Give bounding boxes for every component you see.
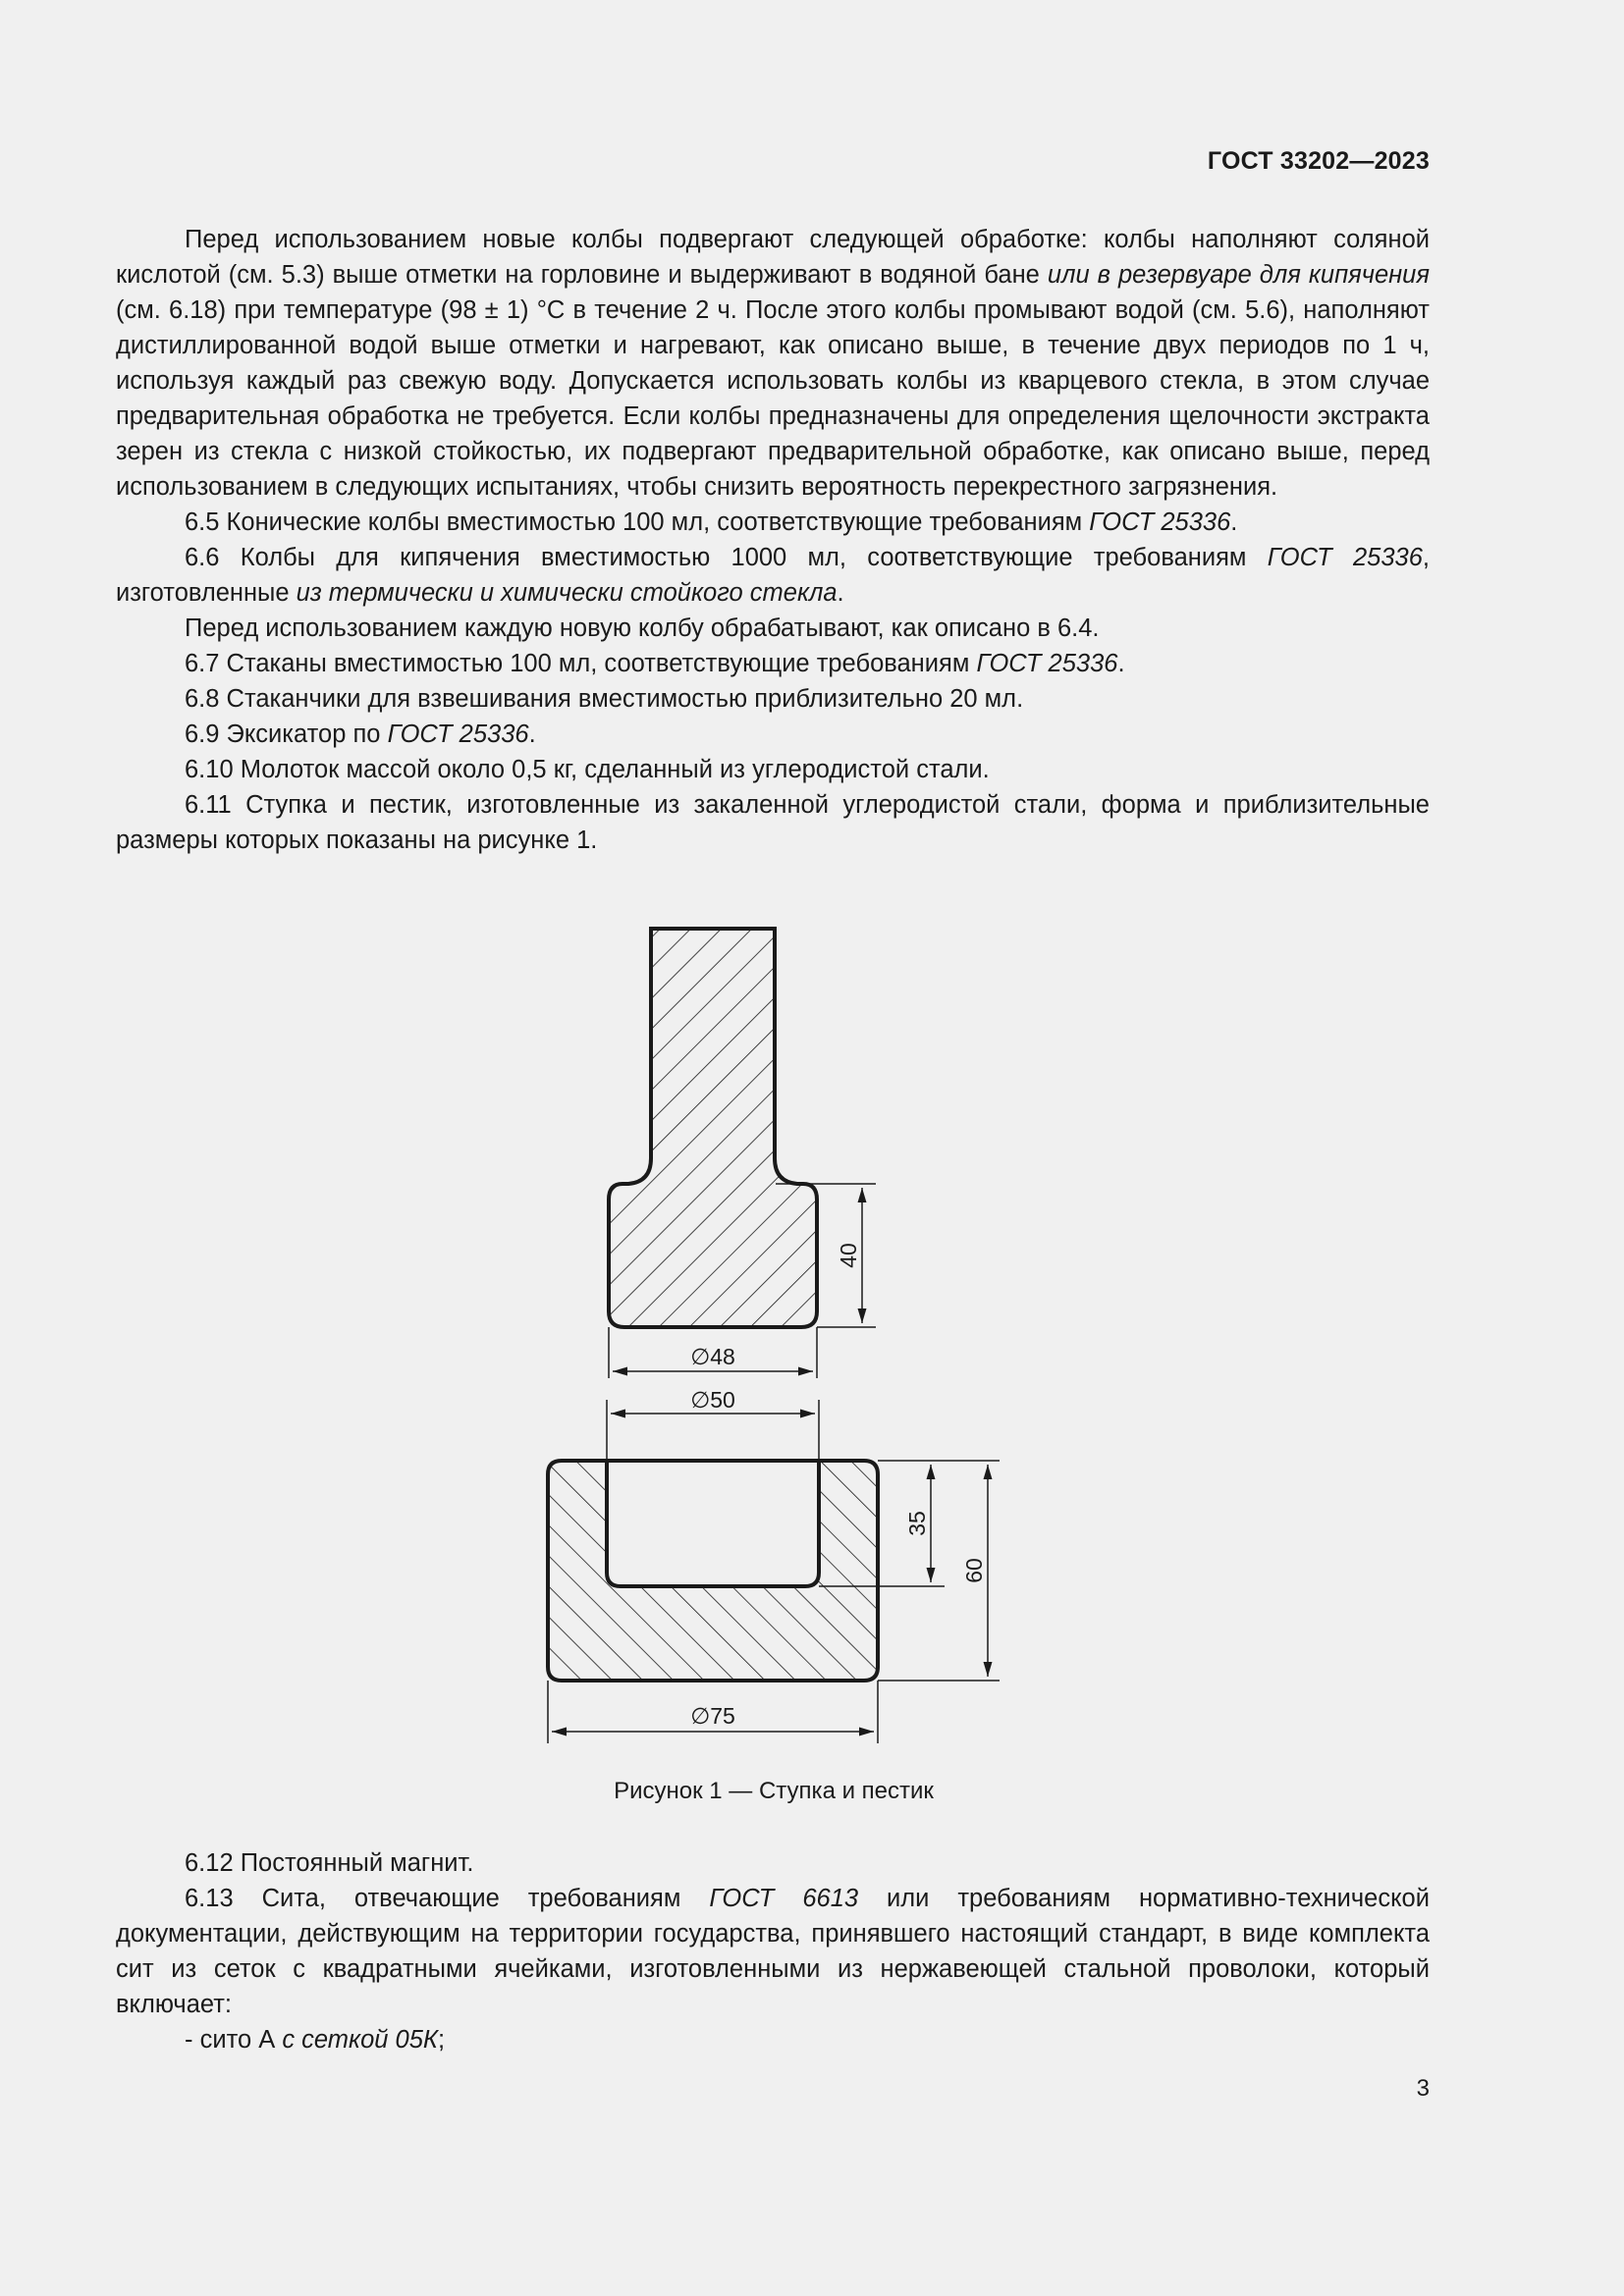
- bottom-paragraph: [116, 2022, 1430, 2057]
- italic-text-run: ГОСТ 25336: [387, 721, 529, 748]
- text-run: 6.13 Сита, отвечающие требованиям: [185, 1885, 710, 1912]
- text-run: , изготовленные: [116, 544, 1431, 607]
- pestle-drawing: [609, 929, 876, 1378]
- pestle-body: [609, 929, 817, 1327]
- text-run: 6.7 Стаканы вместимостью 100 мл, соответствующие требованиям: [185, 650, 977, 677]
- mortar-depth-label: 35: [904, 1511, 930, 1536]
- top-text-block: [116, 222, 1430, 858]
- text-run: или требованиям нормативно-технической документации, действующим на территории государства, принявшего настоящий стандарт, в виде комплекта сит из сеток с квадратными ячейками, изготовленными из нержавеющей стальной проволоки, который включает:: [116, 1885, 1430, 2018]
- text-run: ;: [437, 2026, 446, 2054]
- text-run: 6.10 Молоток массой около 0,5 кг, сделанный из углеродистой стали.: [185, 756, 990, 783]
- text-run: 6.8 Стаканчики для взвешивания вместимостью приблизительно 20 мл.: [185, 685, 1024, 713]
- top-paragraph: [116, 717, 1430, 752]
- document-header: ГОСТ 33202—2023: [1207, 147, 1430, 175]
- italic-text-run: ГОСТ 25336: [1089, 508, 1231, 536]
- figure-caption: Рисунок 1 — Ступка и пестик: [614, 1778, 934, 1804]
- mortar-height-label: 60: [961, 1558, 987, 1583]
- page-number: 3: [1416, 2075, 1430, 2102]
- top-paragraph: [116, 681, 1430, 717]
- mortar-inner-diameter-label: ∅50: [690, 1387, 735, 1413]
- top-paragraph: [116, 505, 1430, 540]
- mortar-outer-diameter-label: ∅75: [690, 1703, 735, 1729]
- top-paragraph: [116, 611, 1430, 646]
- text-run: 6.9 Эксикатор по: [185, 721, 388, 748]
- top-paragraph: [116, 787, 1430, 858]
- text-run: Перед использованием каждую новую колбу обрабатывают, как описано в 6.4.: [185, 614, 1100, 642]
- mortar-body: [548, 1461, 878, 1681]
- mortar-drawing: [548, 1387, 1000, 1743]
- pestle-height-label: 40: [836, 1243, 861, 1268]
- italic-text-run: или в резервуаре для кипячения: [1047, 261, 1430, 289]
- text-run: 6.6 Колбы для кипячения вместимостью 1000 мл, соответствующие требованиям: [185, 544, 1268, 571]
- bottom-paragraph: [116, 1845, 1430, 1881]
- text-run: 6.5 Конические колбы вместимостью 100 мл, соответствующие требованиям: [185, 508, 1090, 536]
- italic-text-run: ГОСТ 25336: [1267, 544, 1423, 571]
- top-paragraph: [116, 646, 1430, 681]
- italic-text-run: с сеткой 05К: [282, 2026, 438, 2054]
- italic-text-run: ГОСТ 25336: [976, 650, 1118, 677]
- pestle-diameter-label: ∅48: [690, 1344, 735, 1369]
- bottom-paragraph: [116, 1881, 1430, 2022]
- italic-text-run: ГОСТ 6613: [709, 1885, 859, 1912]
- text-run: 6.11 Ступка и пестик, изготовленные из закаленной углеродистой стали, форма и приблизительные размеры которых показаны на рисунке 1.: [116, 791, 1430, 854]
- bottom-text-block: [116, 1845, 1430, 2057]
- top-paragraph: [116, 752, 1430, 787]
- text-run: .: [837, 579, 844, 607]
- text-run: (см. 6.18) при температуре (98 ± 1) °С в течение 2 ч. После этого колбы промывают водой (см. 5.6), наполняют дистиллированной водой выше отметки и нагревают, как описано выше, в течение двух периодов по 1 ч, используя каждый раз свежую воду. Допускается использовать колбы из кварцевого стекла, в этом случае предварительная обработка не требуется. Если колбы предназначены для определения щелочности экстракта зерен из стекла с низкой стойкостью, их подвергают предварительной обработке, как описано выше, перед использованием в следующих испытаниях, чтобы снизить вероятность перекрестного загрязнения.: [116, 296, 1430, 501]
- text-run: 6.12 Постоянный магнит.: [185, 1849, 474, 1877]
- text-run: - сито А: [185, 2026, 283, 2054]
- text-run: Перед использованием новые колбы подвергают следующей обработке: колбы наполняют соляной кислотой (см. 5.3) выше отметки на горловине и выдерживают в водяной бане: [116, 226, 1430, 289]
- text-run: .: [1230, 508, 1238, 536]
- top-paragraph: [116, 540, 1430, 611]
- top-paragraph: [116, 222, 1430, 505]
- text-run: .: [528, 721, 536, 748]
- text-run: .: [1117, 650, 1125, 677]
- italic-text-run: из термически и химически стойкого стекла: [296, 579, 838, 607]
